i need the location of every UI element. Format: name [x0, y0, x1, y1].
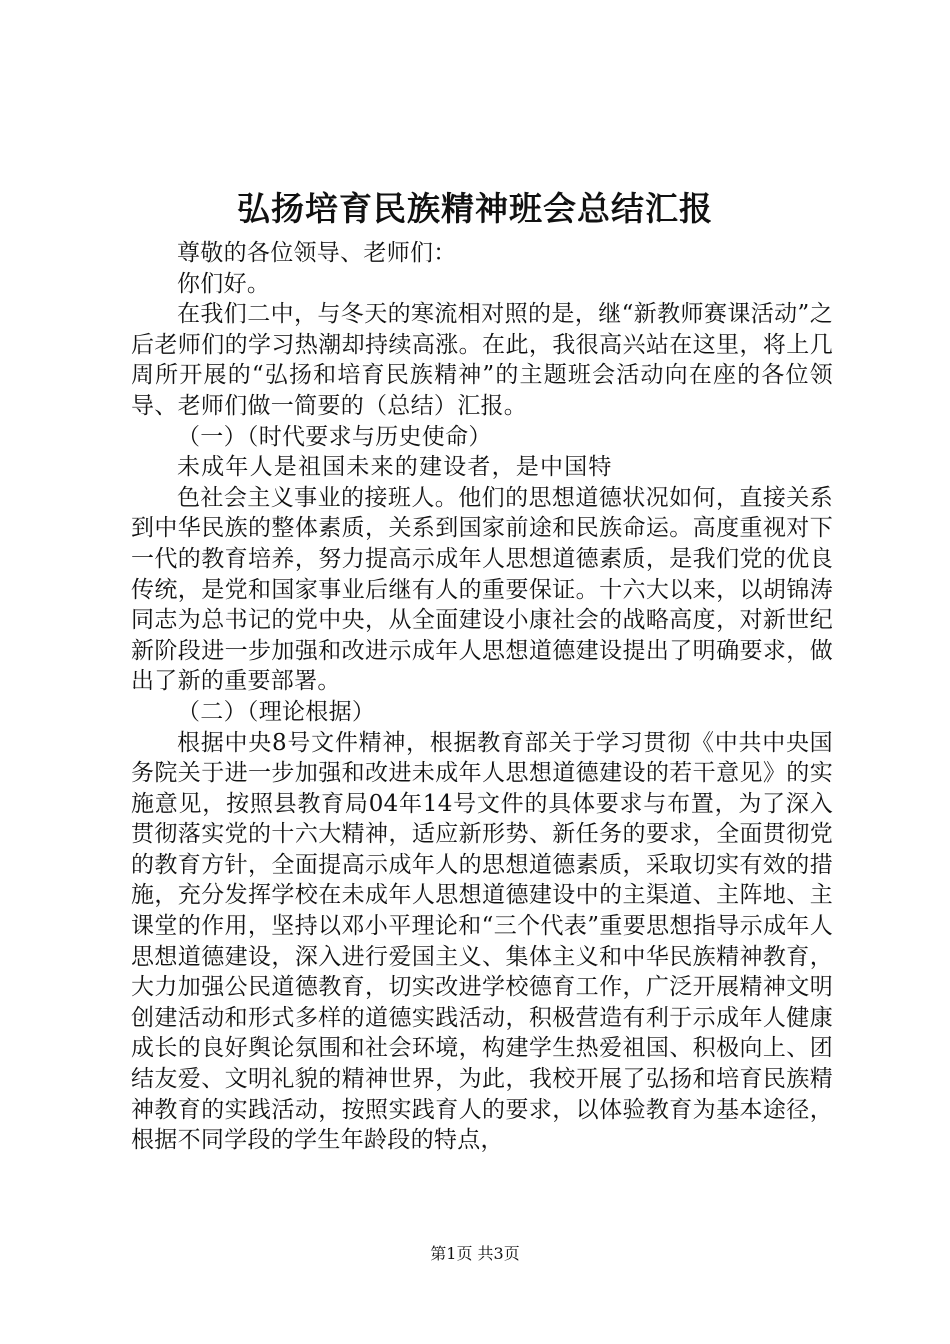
era-requirements-paragraph: 色社会主义事业的接班人。他们的思想道德状况如何，直接关系到中华民族的整体素质，关系到国家前途和民族命运。高度重视对下一代的教育培养，努力提高示成年人思想道德素质，是我们党的优良传统，是党和国家事业后继有人的重要保证。十六大以来，以胡锦涛同志为总书记的党中央，从全面建设小康社会的战略高度，对新世纪新阶段进一步加强和改进示成年人思想道德建设提出了明确要求，做出了新的重要部署。 [131, 484, 833, 695]
greeting: 你们好。 [177, 270, 271, 297]
page-footer: 第1页 共3页 [430, 1244, 520, 1263]
salutation: 尊敬的各位领导、老师们： [177, 240, 457, 266]
paragraph-fragment: 未成年人是祖国未来的建设者，是中国特 [177, 454, 613, 481]
theory-basis-paragraph: 根据中央8号文件精神，根据教育部关于学习贯彻《中共中央国务院关于进一步加强和改进未成年人思想道德建设的若干意见》的实施意见，按照县教育局04年14号文件的具体要求与布置，为了深入贯彻落实党的十六大精神，适应新形势、新任务的要求，全面贯彻党的教育方针，全面提高示成年人的思想道德素质，采取切实有效的措施，充分发挥学校在未成年人思想道德建设中的主渠道、主阵地、主课堂的作用，坚持以邓小平理论和“三个代表”重要思想指导示成年人思想道德建设，深入进行爱国主义、集体主义和中华民族精神教育，大力加强公民道德教育，切实改进学校德育工作，广泛开展精神文明创建活动和形式多样的道德实践活动，积极营造有利于示成年人健康成长的良好舆论氛围和社会环境，构建学生热爱祖国、积极向上、团结友爱、文明礼貌的精神世界，为此，我校开展了弘扬和培育民族精神教育的实践活动，按照实践育人的要求，以体验教育为基本途径，根据不同学段的学生年龄段的特点， [131, 729, 833, 1154]
section-heading-2: （二）（理论根据） [177, 698, 376, 725]
section-heading-1: （一）（时代要求与历史使命） [177, 423, 492, 450]
intro-paragraph: 在我们二中，与冬天的寒流相对照的是，继“新教师赛课活动”之后老师们的学习热潮却持续高涨。在此，我很高兴站在这里，将上几周所开展的“弘扬和培育民族精神”的主题班会活动向在座的各位领导、老师们做一简要的（总结）汇报。 [131, 301, 833, 419]
document-title: 弘扬培育民族精神班会总结汇报 [237, 189, 713, 228]
document-body [131, 238, 833, 1156]
